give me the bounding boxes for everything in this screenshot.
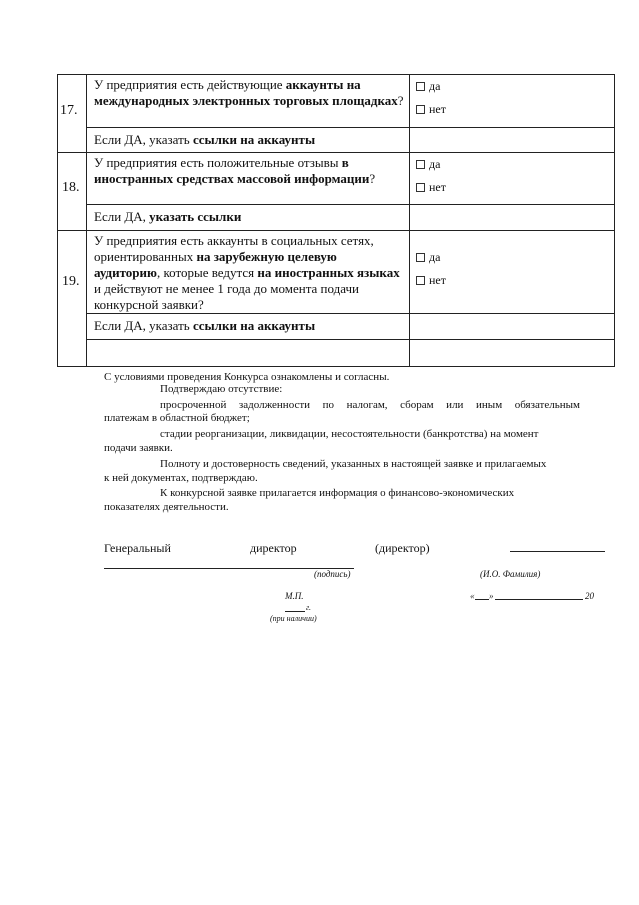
questionnaire-table bbox=[57, 74, 615, 367]
option-yes[interactable]: да bbox=[416, 79, 440, 94]
position-word: (директор) bbox=[375, 541, 430, 555]
checkbox-icon[interactable] bbox=[416, 82, 425, 91]
paragraph-line: просроченной задолженности по налогам, сборам или иным обязательным bbox=[160, 399, 580, 411]
paragraph-line: платежам в областной бюджет; bbox=[104, 412, 250, 424]
follow-up-text: Если ДА, указать ссылки bbox=[94, 209, 242, 224]
table-divider bbox=[86, 204, 614, 205]
checkbox-icon[interactable] bbox=[416, 276, 425, 285]
question-text: У предприятия есть положительные отзывы в иностранных средствах массовой информации? bbox=[94, 155, 376, 186]
year-label: 20 bbox=[585, 591, 594, 601]
position-word: директор bbox=[250, 541, 297, 555]
paragraph-line: К конкурсной заявке прилагается информация о финансово-экономических bbox=[160, 487, 515, 499]
date-open-quote: « bbox=[470, 591, 475, 601]
position-word: Генеральный bbox=[104, 541, 171, 555]
paragraph-line: к ней документах, подтверждаю. bbox=[104, 472, 258, 484]
question-text: У предприятия есть аккаунты в социальных сетях, ориентированных на зарубежную целевую аудиторию, которые ведутся на иностранных языках и действуют не менее 1 года до момента подачи конкурсной заявки? bbox=[94, 233, 400, 312]
follow-up-text: Если ДА, указать ссылки на аккаунты bbox=[94, 132, 316, 147]
row-number: 17. bbox=[60, 103, 78, 118]
checkbox-icon[interactable] bbox=[416, 160, 425, 169]
option-no[interactable]: нет bbox=[416, 273, 446, 288]
name-line[interactable] bbox=[510, 551, 605, 552]
signature-caption: (подпись) bbox=[314, 569, 351, 579]
paragraph-line: показателях деятельности. bbox=[104, 501, 229, 513]
year-suffix: г. bbox=[306, 603, 312, 612]
date-close-quote: » bbox=[489, 591, 494, 601]
optional-caption: (при наличии) bbox=[270, 614, 317, 623]
table-divider bbox=[86, 127, 614, 128]
option-no[interactable]: нет bbox=[416, 102, 446, 117]
table-divider bbox=[86, 75, 87, 366]
checkbox-icon[interactable] bbox=[416, 105, 425, 114]
fio-caption: (И.О. Фамилия) bbox=[480, 569, 541, 579]
paragraph-line: стадии реорганизации, ликвидации, несостоятельности (банкротства) на момент bbox=[160, 428, 539, 440]
agreement-text: С условиями проведения Конкурса ознакомлены и согласны. bbox=[104, 371, 390, 383]
date-month-line[interactable] bbox=[495, 599, 583, 600]
table-divider bbox=[58, 230, 614, 231]
date-day-line[interactable] bbox=[475, 599, 489, 600]
paragraph-line: Полноту и достоверность сведений, указанных в настоящей заявке и прилагаемых bbox=[160, 458, 547, 470]
follow-up-text: Если ДА, указать ссылки на аккаунты bbox=[94, 318, 316, 333]
row-number: 19. bbox=[62, 274, 80, 289]
checkbox-icon[interactable] bbox=[416, 253, 425, 262]
checkbox-icon[interactable] bbox=[416, 183, 425, 192]
row-number: 18. bbox=[62, 180, 80, 195]
empty-row[interactable] bbox=[87, 340, 614, 366]
option-no[interactable]: нет bbox=[416, 180, 446, 195]
paragraph-line: подачи заявки. bbox=[104, 442, 173, 454]
links-answer-field[interactable] bbox=[410, 314, 614, 339]
option-yes[interactable]: да bbox=[416, 157, 440, 172]
table-divider bbox=[58, 152, 614, 153]
question-text: У предприятия есть действующие аккаунты на международных электронных торговых площадках? bbox=[94, 77, 404, 108]
option-yes[interactable]: да bbox=[416, 250, 440, 265]
confirm-absence-heading: Подтверждаю отсутствие: bbox=[160, 383, 283, 395]
stamp-label: М.П. bbox=[285, 591, 304, 601]
